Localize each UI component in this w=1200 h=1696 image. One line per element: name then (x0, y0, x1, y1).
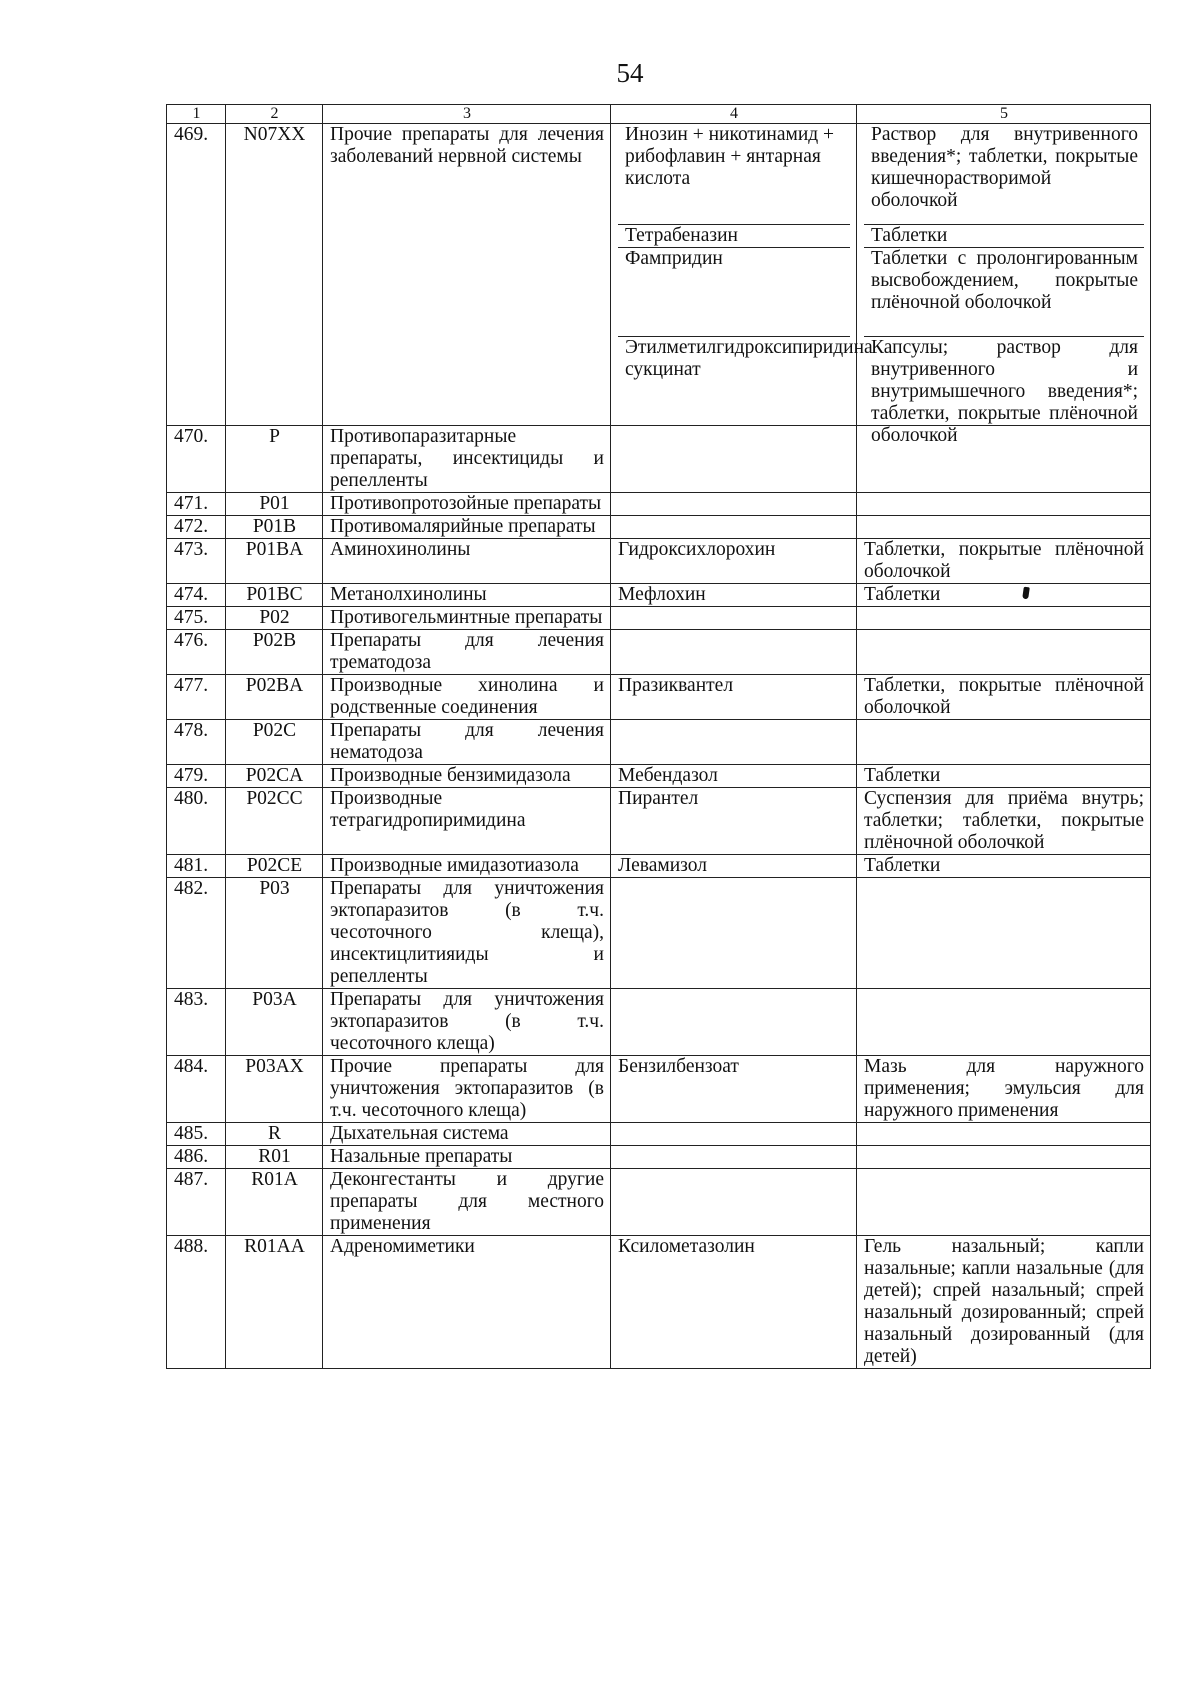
row-number: 482. (167, 878, 226, 989)
group-name: Дыхательная система (323, 1123, 611, 1146)
dosage-form: Мазь для наружного применения; эмульсия для наружного применения (857, 1056, 1151, 1123)
group-name: Производные имидазотиазола (323, 855, 611, 878)
row-number: 483. (167, 989, 226, 1056)
group-name: Аминохинолины (323, 539, 611, 584)
atc-code: P03AX (226, 1056, 323, 1123)
table-row (167, 1056, 1151, 1123)
group-name: Деконгестанты и другие препараты для местного применения (323, 1169, 611, 1236)
atc-code: P01B (226, 516, 323, 539)
drug-name: Бензилбензоат (611, 1056, 857, 1123)
drug-name (611, 630, 857, 675)
group-name: Противопаразитарные препараты, инсектициды и репелленты (323, 426, 611, 493)
dosage-form: Таблетки (857, 584, 1151, 607)
drug-name (611, 1169, 857, 1236)
drug-name: Этилметилгидроксипиридина сукцинат (625, 337, 873, 380)
row-number: 481. (167, 855, 226, 878)
row-number: 470. (167, 426, 226, 493)
column-header: 5 (857, 105, 1151, 124)
atc-code: P03A (226, 989, 323, 1056)
row-number: 469. (167, 124, 226, 426)
form-list (857, 124, 1151, 446)
drug-name: Тетрабеназин (618, 225, 850, 248)
group-name: Производные хинолина и родственные соединения (323, 675, 611, 720)
table-row (167, 1146, 1151, 1169)
atc-code: P02CE (226, 855, 323, 878)
dosage-form: Гель назальный; капли назальные; капли назальные (для детей); спрей назальный; спрей назальный дозированный; спрей назальный дозированный (для детей) (857, 1236, 1151, 1369)
column-header: 2 (226, 105, 323, 124)
drug-list (611, 124, 873, 426)
table-row (167, 720, 1151, 765)
atc-code: P02C (226, 720, 323, 765)
dosage-form (857, 607, 1151, 630)
table-row (167, 426, 1151, 493)
page-number: 54 (616, 58, 644, 88)
group-name: Препараты для уничтожения эктопаразитов (в т.ч. чесоточного клеща), инсектицлитияиды и репелленты (323, 878, 611, 989)
table-row (167, 516, 1151, 539)
table-row (167, 584, 1151, 607)
row-number: 474. (167, 584, 226, 607)
atc-code: P01BA (226, 539, 323, 584)
table-row (167, 1169, 1151, 1236)
row-number: 486. (167, 1146, 226, 1169)
drug-name: Левамизол (611, 855, 857, 878)
group-name: Прочие препараты для уничтожения эктопаразитов (в т.ч. чесоточного клеща) (323, 1056, 611, 1123)
table-row (167, 788, 1151, 855)
table-row (167, 878, 1151, 989)
group-name: Противомалярийные препараты (323, 516, 611, 539)
row-number: 473. (167, 539, 226, 584)
row-number: 475. (167, 607, 226, 630)
dosage-form (857, 1123, 1151, 1146)
group-name: Противопротозойные препараты (323, 493, 611, 516)
atc-code: P03 (226, 878, 323, 989)
dosage-form: Раствор для внутривенного введения*; таблетки, покрытые кишечнорастворимой оболочкой (864, 124, 1144, 225)
table-row (167, 493, 1151, 516)
drug-name: Пирантел (611, 788, 857, 855)
row-number: 478. (167, 720, 226, 765)
dosage-form: Таблетки, покрытые плёночной оболочкой (857, 675, 1151, 720)
column-header: 3 (323, 105, 611, 124)
dosage-form: Таблетки (857, 855, 1151, 878)
drug-name (611, 989, 857, 1056)
atc-code: R01A (226, 1169, 323, 1236)
group-name: Препараты для лечения трематодоза (323, 630, 611, 675)
table-row (167, 607, 1151, 630)
atc-code: N07XX (226, 124, 323, 426)
atc-code: R (226, 1123, 323, 1146)
dosage-form (857, 1169, 1151, 1236)
drug-table (166, 104, 1151, 1369)
row-number: 485. (167, 1123, 226, 1146)
atc-code: P (226, 426, 323, 493)
row-number: 477. (167, 675, 226, 720)
drug-name (611, 878, 857, 989)
table-row (167, 124, 1151, 426)
drug-name (611, 607, 857, 630)
drug-name (611, 493, 857, 516)
group-name: Производные тетрагидропиримидина (323, 788, 611, 855)
table-row (167, 539, 1151, 584)
dosage-form: Суспензия для приёма внутрь; таблетки; таблетки, покрытые плёночной оболочкой (857, 788, 1151, 855)
dosage-form: Таблетки (864, 225, 1144, 248)
dosage-form (857, 989, 1151, 1056)
drug-name (611, 1146, 857, 1169)
atc-code: R01 (226, 1146, 323, 1169)
row-number: 471. (167, 493, 226, 516)
dosage-form (857, 630, 1151, 675)
dosage-form (857, 1146, 1151, 1169)
drug-name (611, 516, 857, 539)
row-number: 472. (167, 516, 226, 539)
row-number: 480. (167, 788, 226, 855)
atc-code: P01BC (226, 584, 323, 607)
dosage-form (857, 493, 1151, 516)
drug-name (611, 720, 857, 765)
drug-name (611, 426, 857, 493)
dosage-form: Таблетки (857, 765, 1151, 788)
group-name: Противогельминтные препараты (323, 607, 611, 630)
dosage-form (857, 878, 1151, 989)
table-row (167, 989, 1151, 1056)
column-header: 4 (611, 105, 857, 124)
atc-code: R01AA (226, 1236, 323, 1369)
column-header: 1 (167, 105, 226, 124)
dosage-form (857, 516, 1151, 539)
atc-code: P02CA (226, 765, 323, 788)
dosage-form: Капсулы; раствор для внутривенного и внутримышечного введения*; таблетки, покрытые плёночной оболочкой (871, 337, 1138, 446)
drug-name: Гидроксихлорохин (611, 539, 857, 584)
group-name: Назальные препараты (323, 1146, 611, 1169)
drug-name: Ксилометазолин (611, 1236, 857, 1369)
group-name: Препараты для уничтожения эктопаразитов (в т.ч. чесоточного клеща) (323, 989, 611, 1056)
dosage-form: Таблетки с пролонгированным высвобождением, покрытые плёночной оболочкой (864, 248, 1144, 337)
atc-code: P02B (226, 630, 323, 675)
table-row (167, 1236, 1151, 1369)
drug-name: Фампридин (618, 248, 850, 337)
group-name: Адреномиметики (323, 1236, 611, 1369)
group-name: Прочие препараты для лечения заболеваний нервной системы (323, 124, 611, 426)
drug-name: Инозин + никотинамид + рибофлавин + янтарная кислота (618, 124, 850, 225)
table-row (167, 675, 1151, 720)
row-number: 479. (167, 765, 226, 788)
drug-name: Мефлохин (611, 584, 857, 607)
atc-code: P01 (226, 493, 323, 516)
atc-code: P02BA (226, 675, 323, 720)
dosage-form (857, 720, 1151, 765)
atc-code: P02 (226, 607, 323, 630)
table-row (167, 855, 1151, 878)
group-name: Препараты для лечения нематодоза (323, 720, 611, 765)
drug-name: Мебендазол (611, 765, 857, 788)
row-number: 487. (167, 1169, 226, 1236)
row-number: 476. (167, 630, 226, 675)
row-number: 484. (167, 1056, 226, 1123)
row-number: 488. (167, 1236, 226, 1369)
table-row (167, 1123, 1151, 1146)
drug-name (611, 1123, 857, 1146)
drug-name: Празиквантел (611, 675, 857, 720)
header-row (167, 105, 1151, 124)
dosage-form: Таблетки, покрытые плёночной оболочкой (857, 539, 1151, 584)
table-row (167, 630, 1151, 675)
atc-code: P02CC (226, 788, 323, 855)
group-name: Производные бензимидазола (323, 765, 611, 788)
group-name: Метанолхинолины (323, 584, 611, 607)
table-row (167, 765, 1151, 788)
